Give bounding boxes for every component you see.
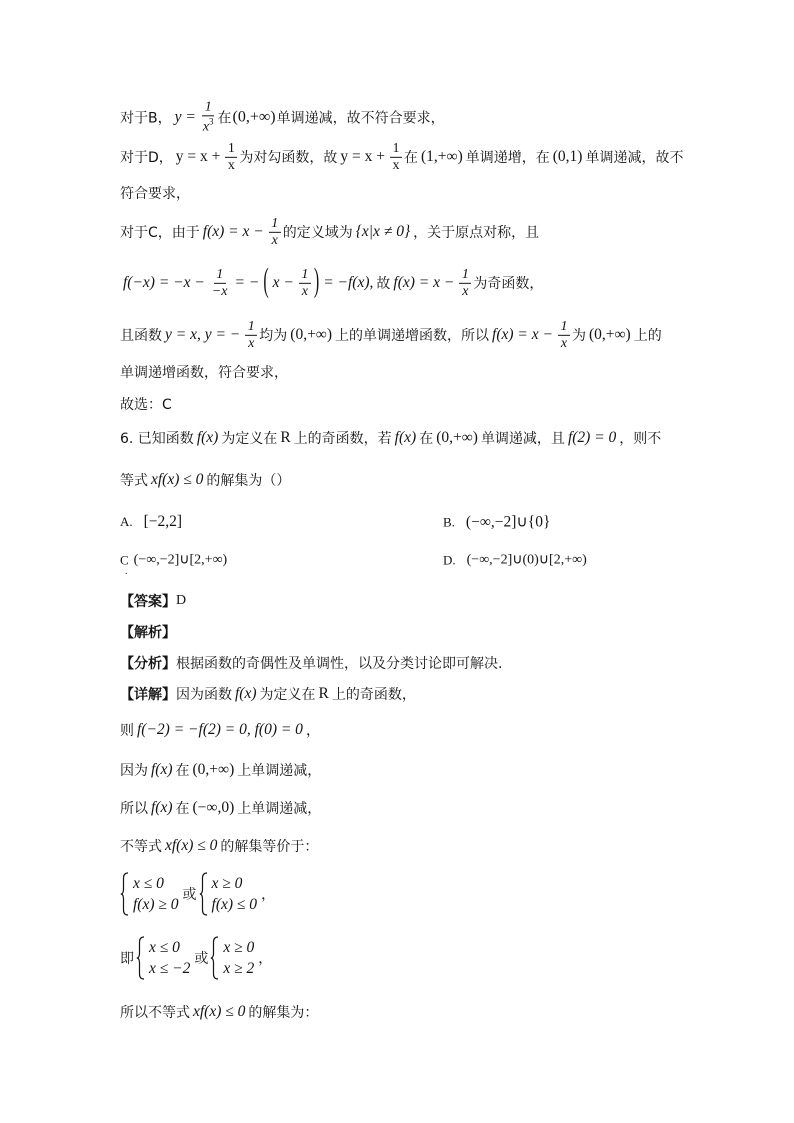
analysis-heading-tag: 【解析】	[120, 625, 176, 641]
text: 均为	[259, 328, 288, 344]
text: 单调递减，且	[480, 431, 565, 447]
option-b	[443, 513, 553, 532]
line-option-d-cont	[120, 183, 190, 203]
step-1	[120, 720, 320, 740]
text: 故选：C	[120, 397, 172, 413]
math-expr: f(x)	[151, 799, 173, 816]
text: 或	[182, 887, 197, 903]
case-row: x ≤ 0	[149, 939, 180, 956]
option-c-dot: .	[125, 566, 128, 577]
math-expr: y = x +	[175, 148, 221, 165]
line-odd-derivation	[120, 264, 544, 300]
numerator: 1	[299, 267, 311, 284]
step-2	[120, 760, 321, 780]
denominator: x	[271, 232, 278, 248]
option-d	[443, 552, 590, 569]
text: 即	[120, 951, 134, 967]
analysis-line	[120, 653, 502, 673]
math-expr: f(x)	[151, 761, 173, 778]
numerator: 1	[558, 319, 570, 336]
fraction	[245, 319, 257, 351]
detail-line	[120, 684, 416, 704]
step-3	[120, 798, 321, 818]
detail-tag: 【详解】	[120, 687, 176, 703]
option-value: (−∞,−2]∪{0}	[465, 513, 551, 531]
case-rows	[221, 937, 256, 979]
analysis-tag: 【分析】	[120, 656, 176, 672]
text: 上单调递减，	[237, 801, 322, 817]
denominator: x	[560, 335, 568, 351]
case-row: x ≥ 0	[211, 875, 243, 892]
interval: (0,+∞)	[192, 761, 235, 778]
fraction	[201, 99, 216, 134]
line-option-b-note	[120, 99, 445, 134]
line-option-d-note	[120, 141, 683, 173]
math-expr: R	[280, 429, 291, 446]
text: 或	[194, 951, 209, 967]
text: 的解集等价于：	[220, 839, 319, 855]
case-rows	[210, 873, 260, 915]
text: 为定义在	[259, 687, 316, 703]
case-rows	[131, 873, 181, 915]
text: 为	[571, 328, 586, 344]
text: 上的单调递增函数，所以	[335, 328, 490, 344]
denominator	[201, 116, 216, 135]
text: 因为函数	[176, 687, 232, 703]
text: 根据函数的奇偶性及单调性，以及分类讨论即可解决.	[176, 656, 503, 672]
interval: (0,+∞)	[588, 326, 631, 343]
text: ，则不	[619, 431, 662, 447]
case-row: x ≥ 2	[223, 960, 255, 977]
denominator: x	[227, 157, 235, 173]
text: 单调递减，故不符合要求，	[276, 110, 445, 126]
option-label: D.	[443, 552, 456, 567]
text: ，关于原点对称，且	[413, 225, 540, 241]
case-system-line-1	[120, 872, 275, 916]
interval: (−∞,0)	[192, 799, 235, 816]
math-expr: y =	[174, 108, 196, 125]
text: ，	[305, 723, 320, 739]
fraction	[459, 267, 471, 299]
fraction	[269, 216, 281, 248]
text: 所以	[120, 801, 148, 817]
option-label: B.	[443, 514, 455, 529]
option-value: (−∞,−2]∪[2,+∞)	[133, 552, 228, 568]
numerator: 1	[214, 267, 226, 284]
text: ，	[258, 951, 273, 967]
answer-value: D	[176, 593, 187, 608]
text: 单调递减，故不	[585, 150, 684, 166]
math-expr: f(x) = x −	[202, 223, 264, 240]
math-expr: y = x +	[340, 148, 385, 165]
case-system	[210, 936, 256, 980]
fraction	[299, 267, 311, 299]
left-brace-icon	[136, 936, 145, 980]
math-expr: f(2) = 0	[567, 429, 617, 446]
text: 上的	[633, 328, 662, 344]
math-expr: xf(x) ≤ 0	[165, 837, 218, 854]
text: 的解集为：	[248, 1005, 319, 1021]
denominator: x	[301, 283, 308, 299]
text: 对于B，	[120, 110, 172, 126]
interval: (0,+∞)	[436, 429, 478, 446]
numerator: 1	[202, 99, 214, 116]
fraction	[558, 319, 570, 351]
question-6-stem-cont	[120, 470, 290, 490]
text: 在	[404, 150, 418, 166]
text: 单调递增，在	[465, 150, 550, 166]
text: 上的奇函数，	[331, 687, 416, 703]
denominator: x	[248, 335, 255, 351]
numerator: 1	[269, 216, 281, 233]
case-row: f(x) ≤ 0	[211, 896, 258, 913]
math-expr: f(x)	[196, 429, 219, 446]
analysis-heading	[120, 622, 176, 642]
text: 6. 已知函数	[120, 431, 194, 447]
left-brace-icon	[120, 872, 129, 916]
right-paren: )	[313, 264, 320, 300]
text: 在	[419, 431, 434, 447]
fraction	[390, 141, 402, 173]
text: 等式	[120, 473, 148, 489]
text: 为对勾函数，故	[239, 150, 338, 166]
denominator: x	[392, 157, 400, 173]
case-system	[199, 872, 260, 916]
text: 所以不等式	[120, 1005, 190, 1021]
math-expr: x −	[272, 274, 294, 291]
math-expr: = −	[234, 274, 260, 291]
math-expr: f(x) = x −	[393, 274, 455, 291]
step-4	[120, 836, 318, 856]
text: 在	[217, 110, 232, 126]
line-monotonic-cont	[120, 362, 288, 382]
fraction	[225, 141, 237, 173]
option-value: (−∞,−2]∪(0)∪[2,+∞)	[466, 552, 587, 568]
step-5	[120, 1002, 318, 1022]
math-expr: f(x)	[235, 685, 257, 702]
math-expr: = −f(x),	[323, 274, 374, 291]
line-monotonic	[120, 319, 662, 351]
option-label: C	[120, 552, 129, 567]
case-row: f(x) ≥ 0	[133, 896, 179, 913]
option-value: [−2,2]	[143, 513, 183, 530]
left-paren: (	[263, 264, 269, 300]
math-expr: f(−x) = −x −	[123, 274, 205, 291]
text: 则	[120, 723, 134, 739]
interval: (0,+∞)	[290, 326, 333, 343]
case-row: x ≤ 0	[133, 875, 164, 892]
text: 且函数	[120, 328, 162, 344]
text: ，	[261, 887, 276, 903]
line-option-c-note	[120, 216, 539, 248]
answer-line	[120, 591, 189, 611]
math-expr: R	[318, 685, 329, 702]
denominator: −x	[211, 283, 228, 299]
denominator-base: x	[202, 119, 210, 134]
numerator: 1	[245, 319, 257, 336]
text: 不等式	[120, 839, 162, 855]
question-6-stem	[120, 428, 661, 448]
left-brace-icon	[210, 936, 219, 980]
text: 上单调递减，	[237, 763, 322, 779]
case-system-line-2	[120, 936, 272, 980]
fraction	[210, 267, 230, 299]
text: 故	[376, 276, 391, 292]
option-a	[120, 513, 185, 531]
text: 上的奇函数，若	[293, 431, 392, 447]
interval: (0,1)	[552, 148, 583, 165]
text: 对于D，	[120, 150, 173, 166]
math-expr: f(−2) = −f(2) = 0, f(0) = 0	[137, 721, 303, 738]
numerator: 1	[459, 267, 471, 284]
option-label: A.	[120, 514, 133, 529]
text: 单调递增函数，符合要求，	[120, 365, 288, 381]
text: 为定义在	[221, 431, 278, 447]
math-expr: y = x, y = −	[165, 326, 241, 343]
numerator: 1	[390, 141, 402, 158]
text: 的解集为（）	[206, 473, 291, 489]
case-system	[136, 936, 192, 980]
text: 在	[175, 801, 190, 817]
text: 符合要求，	[120, 186, 190, 202]
previous-answer	[120, 394, 172, 414]
numerator: 1	[225, 141, 237, 158]
option-c	[120, 552, 230, 569]
case-row: x ≥ 0	[223, 939, 255, 956]
case-rows	[147, 937, 192, 979]
math-expr: xf(x) ≤ 0	[193, 1003, 246, 1020]
text: 为奇函数，	[473, 276, 544, 292]
math-expr: f(x)	[394, 429, 417, 446]
math-expr: xf(x) ≤ 0	[151, 471, 204, 488]
exponent: 3	[209, 116, 214, 126]
case-row: x ≤ −2	[149, 960, 191, 977]
text: 的定义域为	[282, 225, 353, 241]
text: 对于C，由于	[120, 225, 200, 241]
answer-tag: 【答案】	[120, 594, 176, 610]
case-system	[120, 872, 181, 916]
set-notation: {x|x ≠ 0}	[355, 223, 411, 240]
denominator: x	[462, 283, 469, 299]
text: 在	[175, 763, 190, 779]
left-brace-icon	[199, 872, 208, 916]
math-expr: f(x) = x −	[492, 326, 553, 343]
interval: (1,+∞)	[421, 148, 463, 165]
text: 因为	[120, 763, 148, 779]
interval: (0,+∞)	[232, 108, 276, 125]
